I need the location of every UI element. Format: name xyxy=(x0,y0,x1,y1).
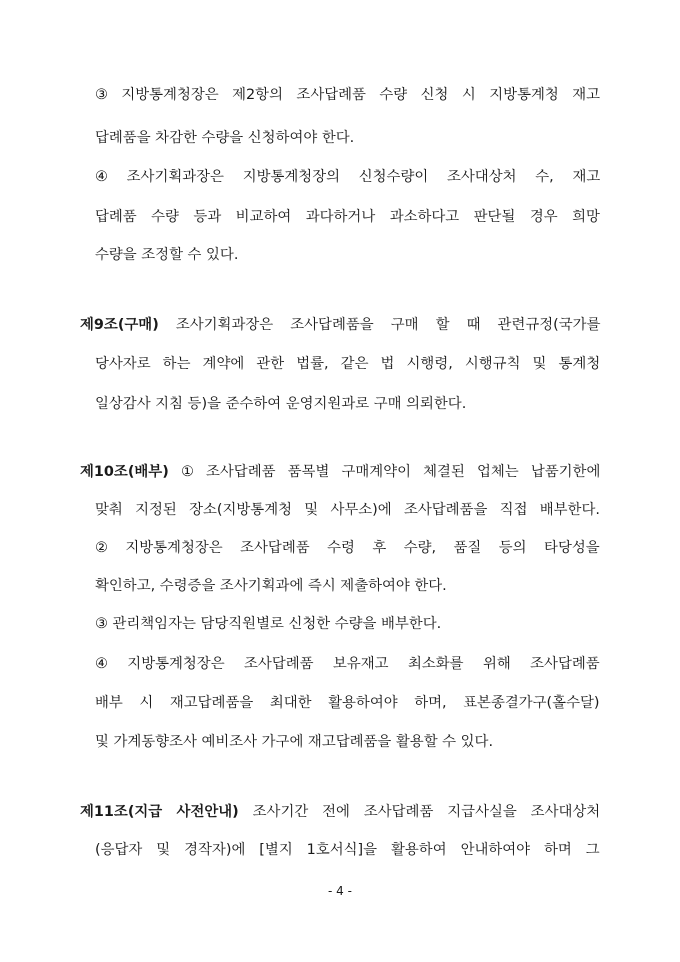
article-heading: 제10조(배부) xyxy=(80,464,169,480)
line-text: 및 가계동향조사 예비조사 가구에 재고답례품을 활용할 수 있다. xyxy=(95,734,494,750)
text-line xyxy=(95,571,447,601)
text-line xyxy=(95,349,600,379)
line-text: ③ 관리책임자는 담당직원별로 신청한 수량을 배부한다. xyxy=(95,616,442,632)
text-line xyxy=(95,688,600,718)
article-heading: 제9조(구매) xyxy=(80,317,159,333)
text-line xyxy=(95,389,466,419)
text-line xyxy=(95,80,600,110)
line-text: 당사자로 하는 계약에 관한 법률, 같은 법 시행령, 시행규칙 및 통계청 xyxy=(95,356,601,372)
line-text: 배부 시 재고답례품을 최대한 활용하여야 하며, 표본종결가구(홀수달) xyxy=(95,695,600,711)
text-line xyxy=(95,202,600,232)
line-text: ② 지방통계청장은 조사답례품 수령 후 수량, 품질 등의 타당성을 xyxy=(95,540,600,556)
text-line xyxy=(95,533,600,563)
line-text: 조사기획과장은 조사답례품을 구매 할 때 관련규정(국가를 xyxy=(158,317,601,333)
line-text: 답례품을 차감한 수량을 신청하여야 한다. xyxy=(95,130,355,146)
line-text: ③ 지방통계청장은 제2항의 조사답례품 수량 신청 시 지방통계청 재고 xyxy=(95,87,601,103)
text-line xyxy=(95,123,354,153)
text-line xyxy=(80,457,600,487)
text-line xyxy=(95,240,238,270)
line-text: 맞춰 지정된 장소(지방통계청 및 사무소)에 조사답례품을 직접 배부한다. xyxy=(95,502,600,518)
text-line xyxy=(80,310,600,340)
line-text: ① 조사답례품 품목별 구매계약이 체결된 업체는 납품기한에 xyxy=(168,464,601,480)
line-text: 조사기간 전에 조사답례품 지급사실을 조사대상처 xyxy=(238,804,601,820)
line-text: 확인하고, 수령증을 조사기획과에 즉시 제출하여야 한다. xyxy=(95,578,447,594)
line-text: 수량을 조정할 수 있다. xyxy=(95,247,239,263)
text-line xyxy=(95,162,600,192)
line-text: (응답자 및 경작자)에 [별지 1호서식]을 활용하여 안내하여야 하며 그 xyxy=(95,842,600,858)
line-text: 답례품 수량 등과 비교하여 과다하거나 과소하다고 판단될 경우 희망 xyxy=(95,209,600,225)
text-line xyxy=(95,495,600,525)
page-number: - 4 - xyxy=(328,884,352,898)
text-line xyxy=(95,649,600,679)
text-line xyxy=(80,797,600,827)
line-text: ④ 지방통계청장은 조사답례품 보유재고 최소화를 위해 조사답례품 xyxy=(95,656,600,672)
article-heading: 제11조(지급 사전안내) xyxy=(80,804,239,820)
line-text: 일상감사 지침 등)을 준수하여 운영지원과로 구매 의뢰한다. xyxy=(95,396,467,412)
line-text: ④ 조사기획과장은 지방통계청장의 신청수량이 조사대상처 수, 재고 xyxy=(95,169,601,185)
text-line xyxy=(95,609,441,639)
text-line xyxy=(95,727,493,757)
text-line xyxy=(95,835,600,865)
